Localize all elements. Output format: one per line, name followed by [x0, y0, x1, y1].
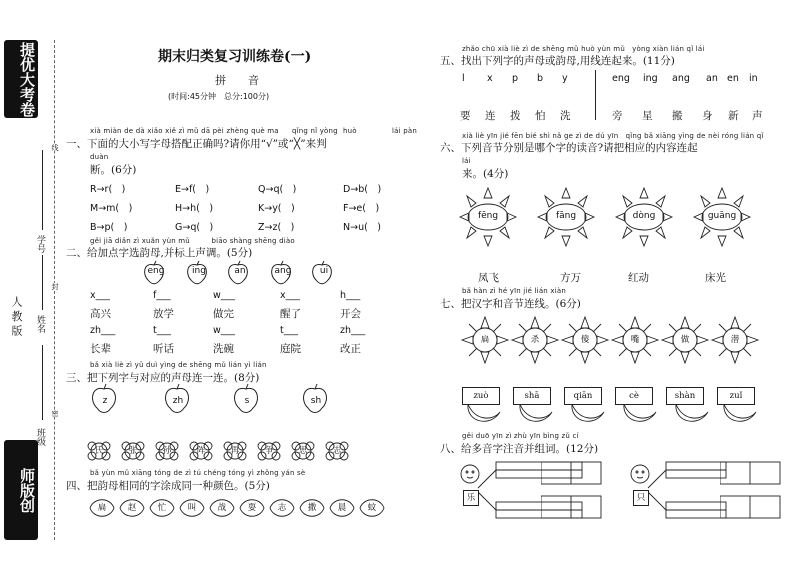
q2-pinyin: gěi jiā diǎn zì xuǎn yùn mǔ biāo shàng shēng diào: [90, 237, 295, 245]
q7-stars: [460, 315, 760, 365]
q5-char-right[interactable]: 搬: [672, 110, 683, 122]
q5-char-right[interactable]: 星: [642, 110, 653, 122]
student-number-label: 学号: [35, 235, 45, 253]
q4-char[interactable]: 撒: [307, 503, 317, 513]
q5-final[interactable]: en: [727, 73, 739, 84]
q8-char: 只: [633, 490, 649, 506]
seal-mark-3: 密: [51, 410, 59, 417]
q4-char[interactable]: 耍: [247, 503, 257, 513]
q8-grid-right[interactable]: [720, 458, 790, 522]
class-label: 班级: [35, 428, 45, 446]
initial-option[interactable]: z: [102, 396, 108, 406]
q7-char[interactable]: 杀: [530, 335, 540, 345]
q4-question: 四、把韵母相同的字涂成同一种颜色。(5分): [66, 480, 270, 492]
q5-final[interactable]: in: [749, 73, 758, 84]
q5-question: 五、找出下列字的声母或韵母,用线连起来。(11分): [440, 55, 675, 67]
q2-word: 放学: [153, 308, 174, 320]
q2-blank[interactable]: w___: [213, 290, 236, 301]
syllable-option[interactable]: dòng: [632, 211, 656, 221]
seal-mark-2: 封: [51, 283, 59, 290]
q1-item[interactable]: E→f( ): [175, 184, 210, 195]
q1-item[interactable]: Z→z( ): [258, 222, 295, 233]
q1-item[interactable]: K→y( ): [258, 203, 295, 214]
q2-word: 高兴: [90, 308, 111, 320]
q1-pinyin-c: huò: [343, 127, 357, 135]
q3-question: 三、把下列字与对应的声母连一连。(8分): [66, 372, 260, 384]
q5-char-left[interactable]: 怕: [535, 110, 546, 122]
q1-question-cont: 断。(6分): [90, 164, 137, 176]
q6-pinyin: xià liè yīn jié fēn bié shì nǎ ge zì de dú yīn qǐng bǎ xiāng yìng de nèi róng lián qǐ: [462, 132, 764, 140]
q5-char-left[interactable]: 要: [460, 110, 471, 122]
q3-char[interactable]: 阵: [196, 446, 206, 456]
q7-pinyin: bǎ hàn zì hé yīn jié lián xiàn: [462, 287, 566, 295]
q8-grid-left[interactable]: [541, 458, 611, 522]
q2-question: 二、给加点字选韵母,并标上声调。(5分): [66, 247, 253, 259]
q1-item[interactable]: R→r( ): [90, 184, 126, 195]
q5-char-left[interactable]: 拨: [510, 110, 521, 122]
q3-char[interactable]: 氏: [94, 446, 104, 456]
q1-pinyin: xià miàn de dà xiǎo xiě zì mǔ dā pèi zhèng què ma: [90, 127, 279, 135]
q4-char[interactable]: 赵: [127, 503, 137, 513]
q8-pinyin: gěi duō yīn zì zhù yīn bìng zǔ cí: [462, 432, 579, 440]
q7-syllable[interactable]: cè: [615, 387, 653, 405]
q8-question: 八、给多音字注音并组词。(12分): [440, 443, 599, 455]
q1-pinyin-b: qǐng nǐ yòng: [292, 127, 338, 135]
edition-label: 人 教 版: [10, 296, 23, 336]
q1-item[interactable]: B→p( ): [90, 222, 128, 233]
q5-char-right[interactable]: 旁: [612, 110, 623, 122]
q6-word[interactable]: 凤飞: [478, 272, 499, 284]
q4-char[interactable]: 晨: [337, 503, 347, 513]
q6-pinyin-b: lái: [462, 157, 471, 165]
q3-char[interactable]: 志: [332, 446, 342, 456]
q1-pinyin-e: duàn: [90, 153, 109, 161]
q2-blank[interactable]: zh___: [90, 325, 116, 336]
q7-syllable[interactable]: shàn: [666, 387, 704, 405]
name-label: 姓名: [35, 315, 45, 333]
q5-initial[interactable]: l: [462, 73, 465, 84]
q5-initial[interactable]: y: [562, 73, 568, 84]
q5-final[interactable]: ing: [643, 73, 658, 84]
brand-top-badge: [4, 40, 38, 118]
q1-pinyin-d: lái pàn: [392, 127, 417, 135]
initial-option[interactable]: s: [244, 396, 250, 406]
q5-initial[interactable]: p: [512, 73, 519, 84]
q7-question: 七、把汉字和音节连线。(6分): [440, 298, 581, 310]
q7-char[interactable]: 做: [680, 335, 690, 345]
q3-char[interactable]: 孙: [162, 446, 172, 456]
q5-final[interactable]: eng: [612, 73, 630, 84]
q4-char[interactable]: 忙: [157, 503, 167, 513]
q5-final[interactable]: an: [706, 73, 718, 84]
q1-item[interactable]: F→e( ): [343, 203, 380, 214]
q5-char-right[interactable]: 新: [728, 110, 739, 122]
seal-mark-1: 线: [51, 144, 59, 151]
page-title: 期末归类复习训练卷(一): [158, 49, 312, 65]
final-option[interactable]: an: [234, 266, 246, 276]
q5-final[interactable]: ang: [672, 73, 690, 84]
final-option[interactable]: ing: [192, 266, 206, 276]
q1-question: 一、下面的大小写字母搭配正确吗?请你用“√”或“╳”来判: [66, 138, 327, 150]
q4-char[interactable]: 战: [217, 503, 227, 513]
syllable-option[interactable]: fēng: [477, 211, 499, 221]
q2-blank[interactable]: f___: [153, 290, 171, 301]
q7-moons: [460, 400, 760, 428]
q6-word[interactable]: 方万: [560, 272, 581, 284]
q1-item[interactable]: Q→q( ): [258, 184, 297, 195]
q1-item[interactable]: N→u( ): [343, 222, 382, 233]
q2-blank[interactable]: w___: [213, 325, 236, 336]
q2-word: 做完: [213, 308, 234, 320]
q2-word: 改正: [340, 343, 361, 355]
exam-meta: (时间:45分钟 总分:100分): [168, 92, 270, 101]
q2-word: 开会: [340, 308, 361, 320]
q7-char[interactable]: 傻: [580, 335, 590, 345]
syllable-option[interactable]: guāng: [707, 211, 737, 221]
q2-word: 洗碗: [213, 343, 234, 355]
q1-item[interactable]: G→q( ): [175, 222, 214, 233]
q3-pinyin: bǎ xià liè zì yǔ duì yìng de shēng mǔ lián yì lián: [90, 361, 267, 369]
q4-char[interactable]: 蚊: [367, 503, 377, 513]
q4-char[interactable]: 叫: [187, 503, 197, 513]
q7-char[interactable]: 扁: [480, 335, 490, 345]
q6-word[interactable]: 床光: [705, 272, 726, 284]
q2-blank[interactable]: t___: [280, 325, 298, 336]
q4-pinyin: bǎ yùn mǔ xiāng tóng de zì tú chéng tóng yì zhǒng yán sè: [90, 469, 306, 477]
q2-word: 听话: [153, 343, 174, 355]
q5-char-right[interactable]: 声: [752, 110, 763, 122]
q1-item[interactable]: M→m( ): [90, 203, 133, 214]
q3-char[interactable]: 再: [230, 446, 240, 456]
class-line[interactable]: [42, 345, 43, 420]
brand-top-text: 提优大考卷: [18, 41, 36, 117]
q2-blank[interactable]: zh___: [340, 325, 366, 336]
q7-char[interactable]: 嘴: [630, 335, 640, 345]
q2-blank[interactable]: h___: [340, 290, 361, 301]
initial-option[interactable]: sh: [310, 396, 322, 406]
q7-syllable[interactable]: shā: [513, 387, 551, 405]
q6-question-cont: 来。(4分): [462, 168, 509, 180]
q7-char[interactable]: 潜: [730, 335, 740, 345]
q5-char-left[interactable]: 洗: [560, 110, 571, 122]
q6-word[interactable]: 红动: [628, 272, 649, 284]
q5-initial[interactable]: x: [487, 73, 493, 84]
name-line[interactable]: [42, 255, 43, 310]
final-option[interactable]: ui: [319, 266, 329, 276]
q2-blank[interactable]: t___: [153, 325, 171, 336]
q5-pinyin: zhǎo chū xià liè zì de shēng mǔ huò yùn mǔ yòng xiàn lián qǐ lái: [462, 45, 705, 53]
q2-blank[interactable]: x___: [280, 290, 300, 301]
q2-blank[interactable]: x___: [90, 290, 110, 301]
brand-bottom-badge: [4, 440, 38, 540]
q4-char[interactable]: 扁: [97, 503, 107, 513]
page-subtitle: 拼 音: [215, 74, 259, 87]
q5-divider: [595, 70, 596, 120]
q5-char-right[interactable]: 身: [702, 110, 713, 122]
q1-item[interactable]: D→b( ): [343, 184, 382, 195]
final-option[interactable]: eng: [147, 266, 165, 276]
q3-char[interactable]: 争: [264, 446, 274, 456]
q3-char[interactable]: 张: [128, 446, 138, 456]
syllable-option[interactable]: fāng: [555, 211, 577, 221]
q2-word: 长辈: [90, 343, 111, 355]
q6-question: 六、下列音节分别是哪个字的读音?请把相应的内容连起: [440, 142, 698, 154]
brand-bottom-text: 师版创: [18, 467, 36, 513]
q2-word: 醒了: [280, 308, 301, 320]
final-option[interactable]: ang: [274, 266, 292, 276]
student-number-line[interactable]: [42, 150, 43, 230]
q5-initial[interactable]: b: [537, 73, 544, 84]
q1-item[interactable]: H→h( ): [175, 203, 214, 214]
seal-dashed-line: [54, 40, 55, 540]
q4-char[interactable]: 志: [277, 503, 287, 513]
q3-char[interactable]: 思: [298, 446, 308, 456]
q5-char-left[interactable]: 连: [485, 110, 496, 122]
q7-syllable[interactable]: qiān: [564, 387, 602, 405]
q2-word: 庭院: [280, 343, 301, 355]
q7-syllable[interactable]: zuò: [462, 387, 500, 405]
q8-char: 乐: [463, 490, 479, 506]
q7-syllable[interactable]: zuǐ: [717, 387, 755, 405]
initial-option[interactable]: zh: [172, 396, 184, 406]
